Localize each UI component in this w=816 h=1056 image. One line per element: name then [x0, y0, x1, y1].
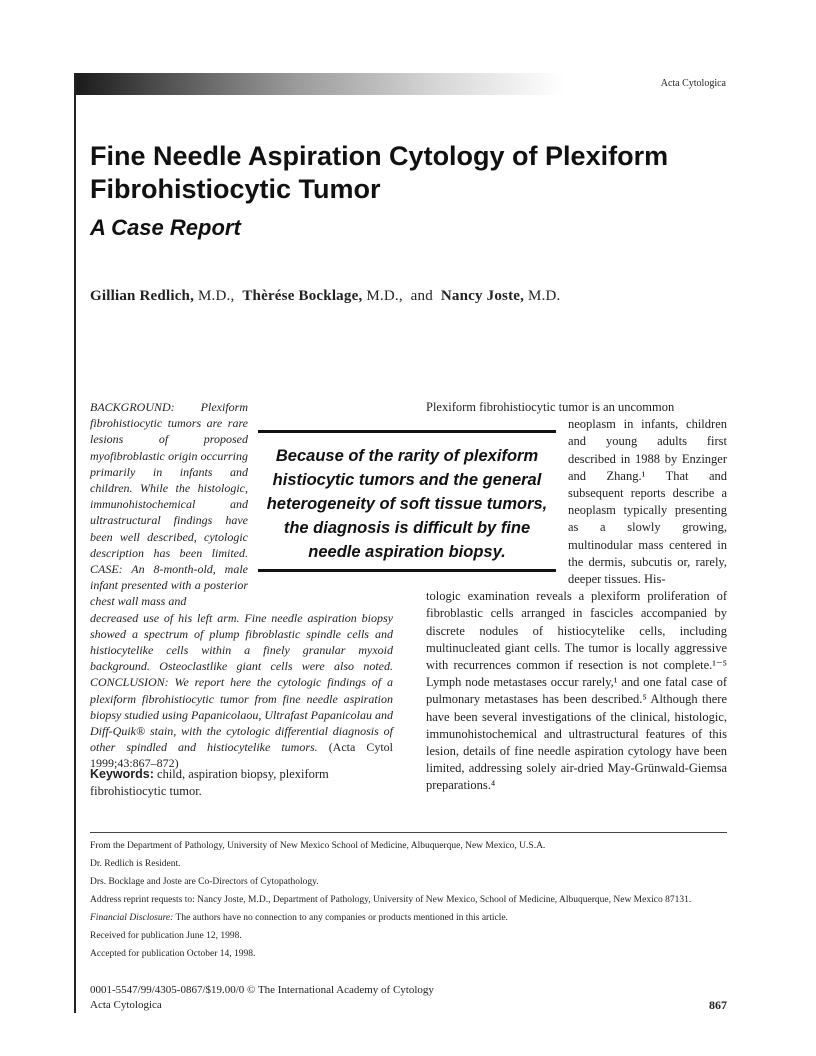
title-line-1: Fine Needle Aspiration Cytology of Plexiform	[90, 141, 669, 171]
footnote-divider	[90, 832, 727, 833]
author-name: Thèrése Bocklage,	[242, 288, 363, 304]
footer-journal: Acta Cytologica	[90, 999, 162, 1011]
article-title	[90, 140, 780, 206]
body-text-wide: tologic examination reveals a plexiform proliferation of fibroblastic cells arranged in fascicles accompanied by discrete nodules of histiocytelike cells, including multinucleated giant cells. The tumor is locally aggressive with recurrences common if resection is not complete.¹⁻⁵ Lymph node metastases occur rarely,¹ and one fatal case of pulmonary metastases has been described.⁵ Although there have been several investigations of the clinical, histologic, immunohistochemical and ultrastructural features of this lesion, details of fine needle aspiration cytology have been limited, addressing solely air-dried May-Grünwald-Giemsa preparations.⁴	[426, 589, 727, 793]
keywords-label: Keywords:	[90, 767, 154, 781]
disclosure-text: The authors have no connection to any companies or products mentioned in this article.	[175, 913, 508, 923]
author-degree: M.D.	[528, 288, 561, 304]
header-gradient-bar	[74, 73, 564, 95]
title-line-2: Fibrohistiocytic Tumor	[90, 174, 381, 204]
keywords	[90, 766, 390, 800]
footnote-received: Received for publication June 12, 1998.	[90, 931, 242, 941]
page-number: 867	[709, 998, 727, 1012]
pull-quote: Because of the rarity of plexiform histiocytic tumors and the general heterogeneity of soft tissue tumors, the diagnosis is difficult by fine needle aspiration biopsy.	[258, 430, 556, 572]
footnote-directors: Drs. Bocklage and Joste are Co-Directors of Cytopathology.	[90, 877, 319, 887]
footnote-disclosure	[90, 912, 727, 925]
author-degree: M.D.,	[198, 288, 235, 304]
footnotes	[90, 840, 727, 966]
article-subtitle: A Case Report	[90, 215, 241, 240]
footnote-affiliation: From the Department of Pathology, University of New Mexico School of Medicine, Albuquerque, New Mexico, U.S.A.	[90, 841, 546, 851]
abstract-text-continuation: decreased use of his left arm. Fine needle aspiration biopsy showed a spectrum of plump fibroblastic spindle cells and histiocytelike cells within a finely granular myxoid background. Osteoclastlike giant cells were also noted. CONCLUSION: We report here the cytologic findings of a plexiform fibrohistiocytic tumor from fine needle aspiration biopsy studied using Papanicolaou, Ultrafast Papanicolau and Diff-Quik® stain, with the cytologic differential diagnosis of other spindled and histiocytelike tumors.	[90, 610, 393, 755]
footnote-reprint: Address reprint requests to: Nancy Joste, M.D., Department of Pathology, University of New Mexico, School of Medicine, Albuquerque, New Mexico 87131.	[90, 895, 692, 905]
copyright-block	[90, 983, 434, 1013]
author-name: Nancy Joste,	[440, 288, 525, 304]
body-first-line: Plexiform fibrohistiocytic tumor is an uncommon	[426, 400, 675, 414]
footnote-accepted: Accepted for publication October 14, 1998.	[90, 949, 256, 959]
author-name: Gillian Redlich,	[90, 288, 195, 304]
abstract-text-wide	[90, 610, 393, 772]
left-margin-rule	[74, 73, 76, 1013]
author-degree: M.D.,	[366, 288, 403, 304]
copyright-line: 0001-5547/99/4305-0867/$19.00/0 © The International Academy of Cytology	[90, 984, 434, 996]
abstract-text-narrow: BACKGROUND: Plexiform fibrohistiocytic tumors are rare lesions of proposed myofibroblastic origin occurring primarily in infants and children. While the histologic, immunohistochemical and ultrastructural findings have been well described, cytologic description has been limited. CASE: An 8-month-old, male infant presented with a posterior chest wall mass and	[90, 400, 248, 609]
abstract-citation: (Acta Cytol 1999;43:867–872)	[90, 740, 394, 771]
disclosure-label: Financial Disclosure:	[90, 913, 174, 923]
authors-conjunction: and	[410, 288, 433, 304]
keywords-text: child, aspiration biopsy, plexiform fibrohistiocytic tumor.	[90, 767, 329, 798]
running-head-journal: Acta Cytologica	[660, 78, 726, 89]
author-list	[90, 288, 561, 305]
body-text-narrow: neoplasm in infants, children and young adults first described in 1988 by Enzinger and Zhang.¹ That and subsequent reports describe a neoplasm typically presenting as a slowly growing, multinodular mass centered in the dermis, subcutis or, rarely, deeper tissues. His-	[568, 417, 727, 587]
footnote-resident: Dr. Redlich is Resident.	[90, 859, 181, 869]
